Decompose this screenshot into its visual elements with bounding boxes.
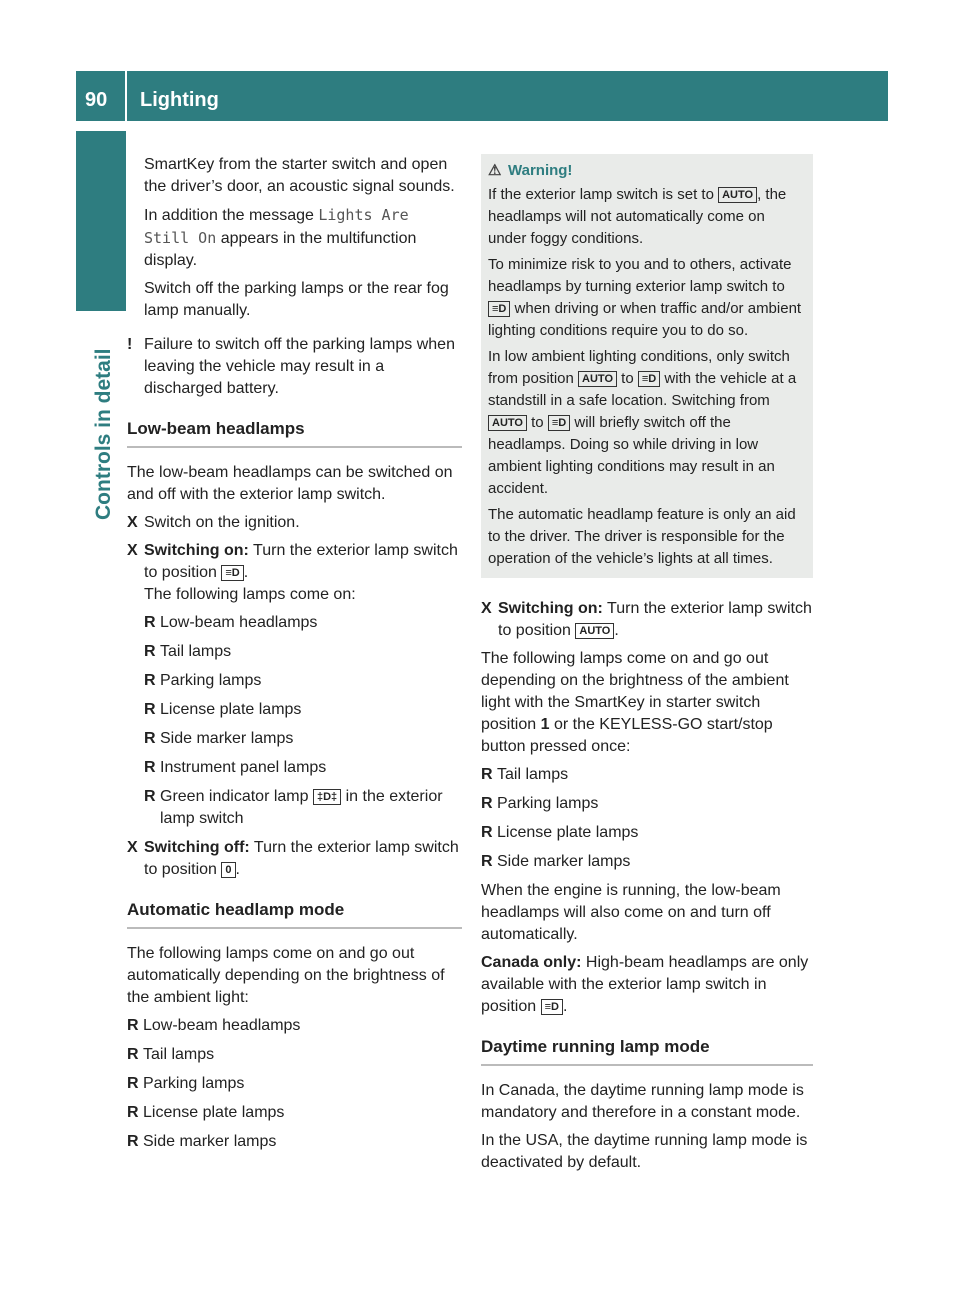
auto-icon: AUTO [578,371,617,387]
side-lamp-icon: ‡D‡ [313,789,341,805]
warning-box [481,154,813,578]
list-item: R Low-beam headlamps [127,1017,301,1034]
list-item: R Side marker lamps [127,1133,277,1150]
step-icon: X [481,600,492,617]
paragraph: In addition the message Lights Are Still On appears in the multifunction display. [144,206,417,269]
list-item: R License plate lamps [144,701,302,718]
auto-list [127,1015,462,1153]
list-item: R Green indicator lamp ‡D‡ in the exterior lamp switch [144,788,443,827]
exclamation-icon: ! [127,336,133,353]
list-item: R Parking lamps [481,795,599,812]
list-item: R Low-beam headlamps [144,614,318,631]
paragraph: In Canada, the daytime running lamp mode is mandatory and therefore in a constant mode. [481,1082,804,1121]
step-icon: X [127,839,138,856]
step-icon: X [127,514,138,531]
paragraph: The following lamps come on and go out depending on the brightness of the ambient light with the SmartKey in starter switch position 1 or the KEYLESS-GO start/stop button pressed once: [481,650,789,755]
list-item: R Tail lamps [481,766,569,783]
note: ! Failure to switch off the parking lamps when leaving the vehicle may result in a discharged battery. [127,336,455,397]
section-title: Lighting [140,89,219,111]
paragraph: Canada only: High-beam headlamps are only available with the exterior lamp switch in position ≡D . [481,954,809,1015]
step: X Switching off: Turn the exterior lamp switch to position 0 . [127,839,459,878]
left-column [127,154,462,1160]
page-number: 90 [85,89,108,111]
auto-icon: AUTO [488,415,527,431]
step: X Switch on the ignition. [127,512,462,534]
low-beam-icon: ≡D [221,565,243,581]
paragraph: The low-beam headlamps can be switched on and off with the exterior lamp switch. [127,464,453,503]
warning-triangle-icon: ⚠ [488,162,502,179]
low-beam-icon: ≡D [488,301,510,317]
paragraph: The following lamps come on and go out automatically depending on the brightness of the ambient light: [127,945,445,1006]
sidebar-label: Controls in detail [92,348,115,520]
low-beam-icon: ≡D [541,999,563,1015]
auto-icon: AUTO [575,623,614,639]
list-item: R Parking lamps [127,1075,245,1092]
zero-position-icon: 0 [221,862,235,878]
display-message: Lights Are Still On [144,206,409,247]
heading-low-beam: Low-beam headlamps [127,418,462,448]
list-item: R Tail lamps [144,643,232,660]
list-item: R License plate lamps [127,1104,285,1121]
warning-text: If the exterior lamp switch is set to AUTO , the headlamps will not automatically come on under foggy conditions. [488,186,787,247]
list-item: R Instrument panel lamps [144,759,327,776]
list-item: R License plate lamps [481,824,639,841]
warning-text: The automatic headlamp feature is only an aid to the driver. The driver is responsible for the operation of the vehicle’s lights at all times. [488,506,796,567]
list-item: R Tail lamps [127,1046,215,1063]
heading-daytime-running: Daytime running lamp mode [481,1036,813,1066]
warning-text: To minimize risk to you and to others, activate headlamps by turning exterior lamp switch to ≡D when driving or when traffic and/or ambient lighting conditions require you to do so. [488,256,802,339]
paragraph: Switch off the parking lamps or the rear fog lamp manually. [144,280,449,319]
right-column [481,154,813,1180]
step: X Switching on: Turn the exterior lamp switch to position AUTO . [481,600,812,639]
list-item: R Parking lamps [144,672,262,689]
low-beam-icon: ≡D [548,415,570,431]
warning-text: In low ambient lighting conditions, only switch from position AUTO to ≡D with the vehicle at a standstill in a safe location. Switching from AUTO to ≡D will briefly switch off the headlamps. Doing so while driving in low ambient lighting conditions may result in an accident. [488,348,797,497]
auto-on-list [481,764,813,873]
list-item: R Side marker lamps [481,853,631,870]
header-divider [125,71,127,121]
low-beam-icon: ≡D [638,371,660,387]
paragraph: SmartKey from the starter switch and open the driver’s door, an acoustic signal sounds. [144,156,455,195]
list-item: R Side marker lamps [144,730,294,747]
sidebar-tab [76,131,126,311]
paragraph: When the engine is running, the low-beam headlamps will also come on and turn off automatically. [481,882,781,943]
auto-icon: AUTO [718,187,757,203]
step-icon: X [127,542,138,559]
paragraph: In the USA, the daytime running lamp mode is deactivated by default. [481,1132,808,1171]
low-beam-list [144,612,462,830]
warning-title: ⚠ Warning! [488,160,805,182]
step: X Switching on: Turn the exterior lamp switch to position ≡D . The following lamps come on: [127,542,458,603]
heading-auto-mode: Automatic headlamp mode [127,899,462,929]
